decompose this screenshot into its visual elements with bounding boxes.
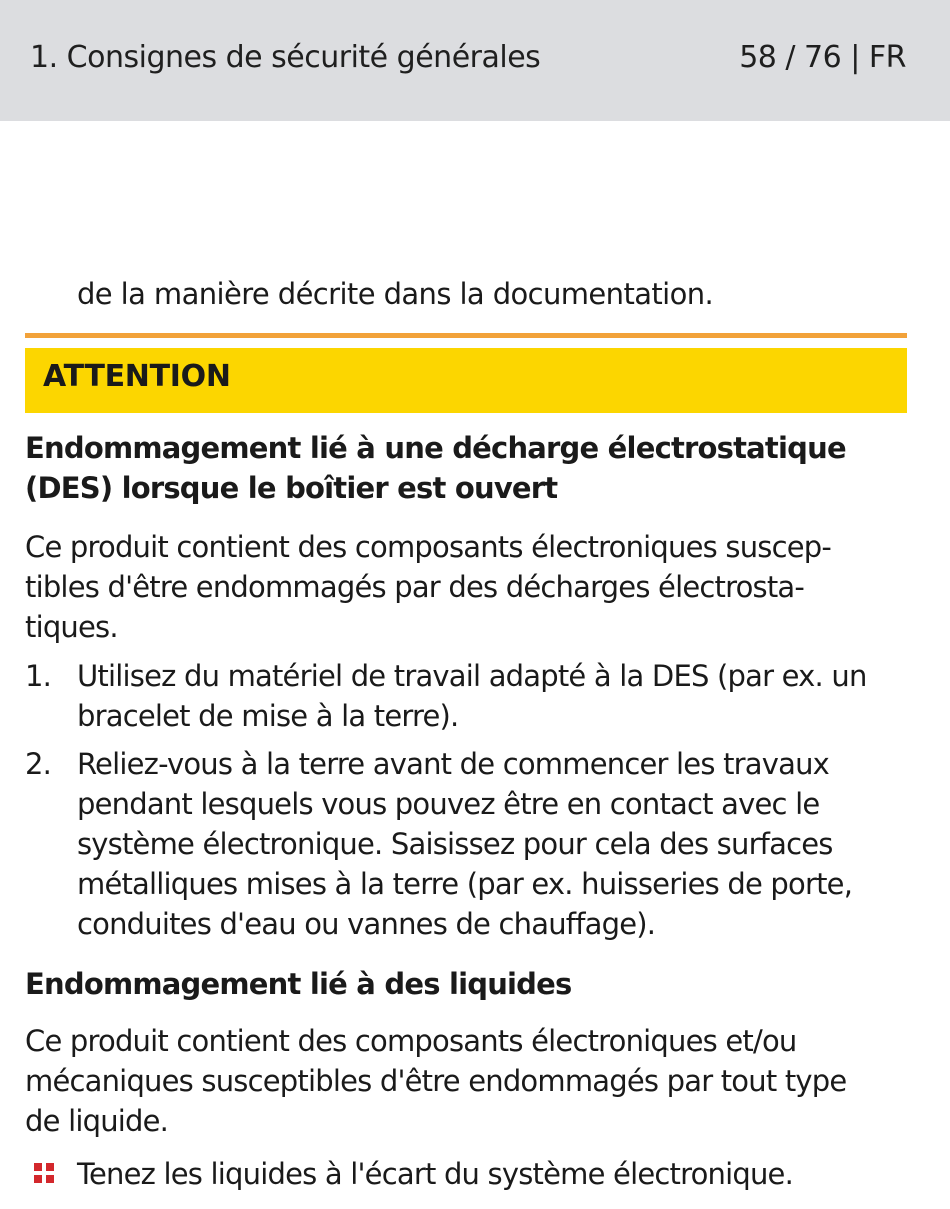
body-line: de liquide.: [25, 1104, 169, 1138]
chapter-title: 1. Consignes de sécurité générales: [30, 40, 541, 75]
section-body-liquids: [25, 1021, 915, 1141]
step-line: Reliez-vous à la terre avant de commencer les travaux: [77, 747, 830, 781]
step-line: conduites d'eau ou vannes de chauffage).: [77, 907, 656, 941]
body-line: tibles d'être endommagés par des décharges électrosta-: [25, 570, 805, 604]
step-text: [77, 656, 913, 736]
section-heading-esd: [25, 428, 846, 508]
red-square-bullet-icon: [34, 1163, 54, 1183]
body-line: tiques.: [25, 610, 118, 644]
continued-text: de la manière décrite dans la documentation.: [77, 277, 714, 311]
body-line: Ce produit contient des composants électroniques suscep-: [25, 530, 832, 564]
step-number: 1.: [25, 659, 52, 693]
step-line: système électronique. Saisissez pour cela des surfaces: [77, 827, 833, 861]
body-line: mécaniques susceptibles d'être endommagés par tout type: [25, 1064, 847, 1098]
heading-line: (DES) lorsque le boîtier est ouvert: [25, 471, 558, 505]
step-line: bracelet de mise à la terre).: [77, 699, 459, 733]
page-header: [0, 0, 950, 121]
step-line: pendant lesquels vous pouvez être en contact avec le: [77, 787, 820, 821]
warning-banner: [25, 348, 907, 413]
section-body-esd: [25, 527, 915, 647]
step-line: métalliques mises à la terre (par ex. huisseries de porte,: [77, 867, 853, 901]
body-line: Ce produit contient des composants électroniques et/ou: [25, 1024, 797, 1058]
step-text: [77, 744, 913, 944]
warning-rule: [25, 333, 907, 338]
bullet-text: Tenez les liquides à l'écart du système électronique.: [77, 1157, 794, 1191]
section-heading-liquids: [25, 964, 571, 1004]
step-number: 2.: [25, 747, 52, 781]
heading-line: Endommagement lié à des liquides: [25, 967, 572, 1001]
heading-line: Endommagement lié à une décharge électrostatique: [25, 431, 846, 465]
step-line: Utilisez du matériel de travail adapté à la DES (par ex. un: [77, 659, 867, 693]
page-number: 58 / 76 | FR: [739, 40, 906, 75]
warning-label: ATTENTION: [43, 359, 231, 394]
